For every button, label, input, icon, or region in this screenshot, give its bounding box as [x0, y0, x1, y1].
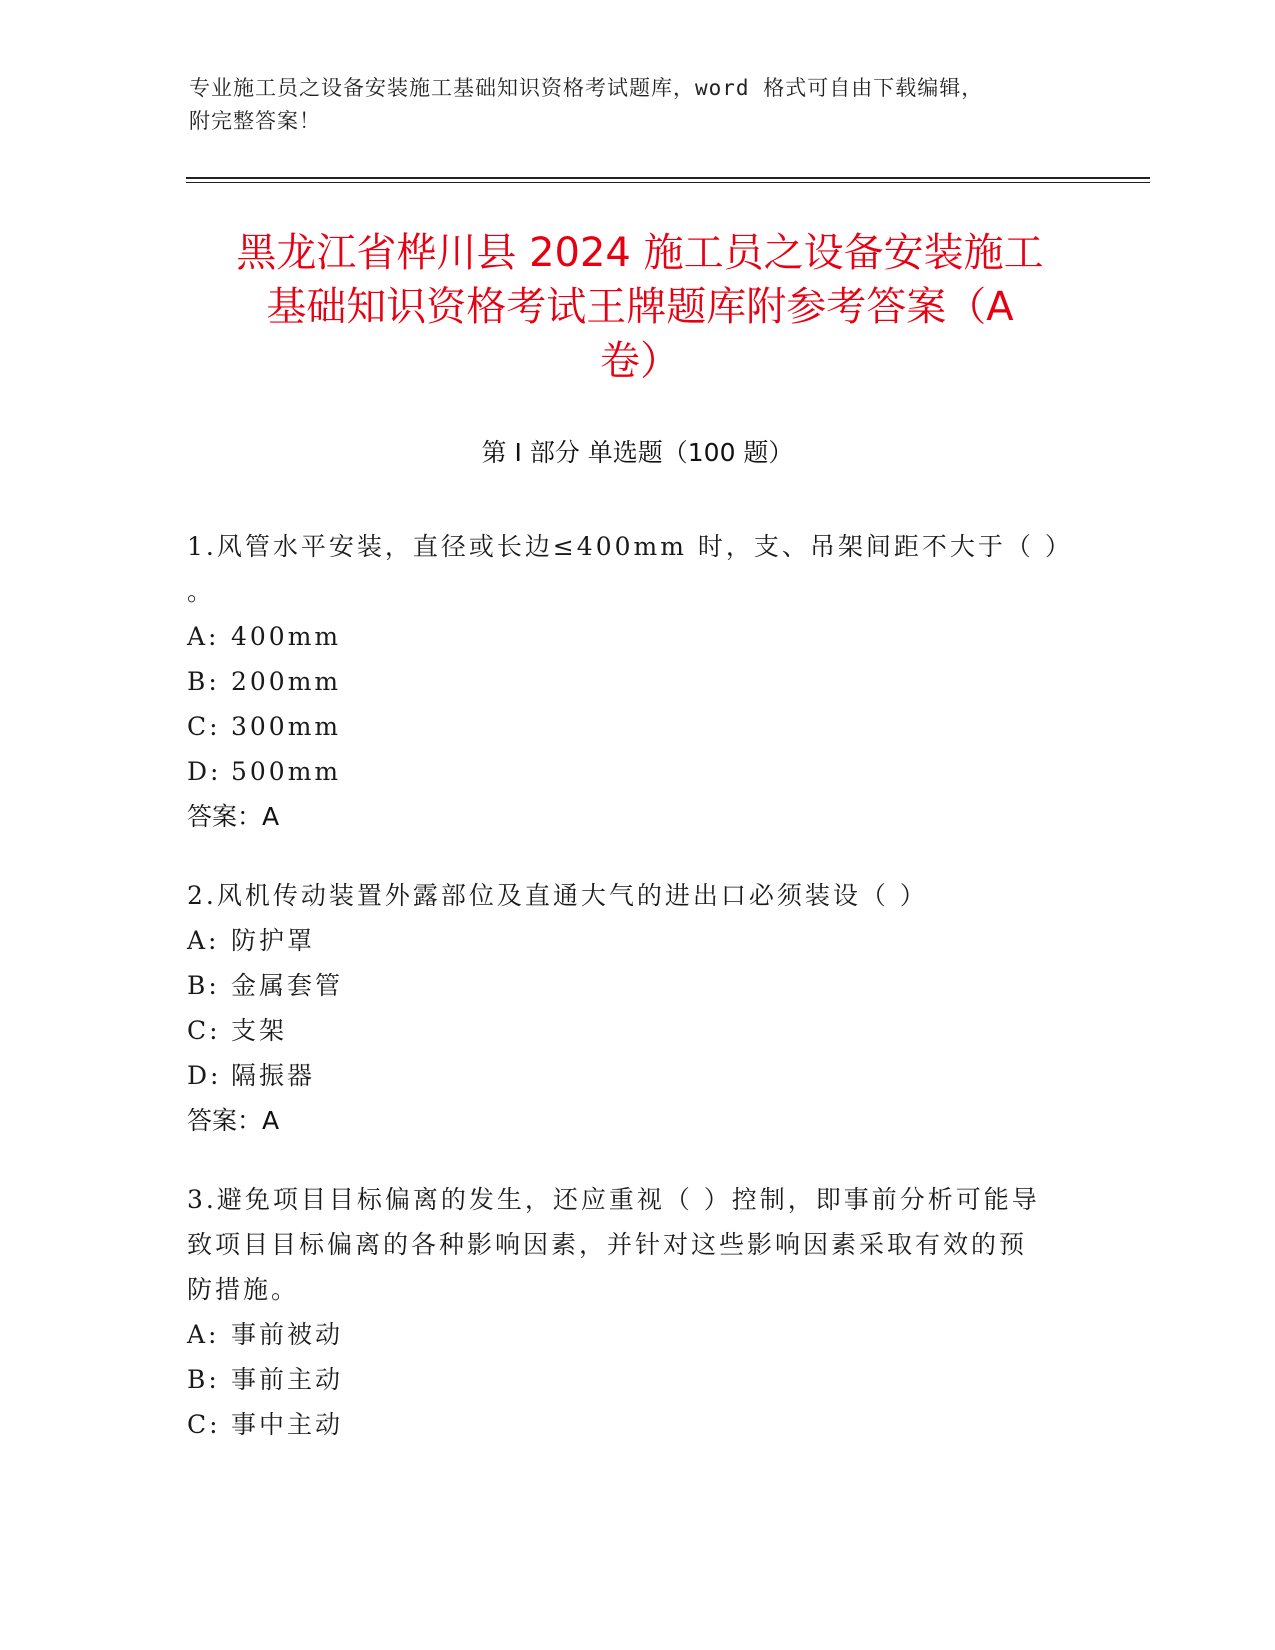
question-2-answer: 答案：A — [187, 1106, 280, 1135]
option-text: 防护罩 — [231, 926, 316, 955]
question-1 — [187, 524, 1087, 839]
title-line-2: 基础知识资格考试王牌题库附参考答案（A — [266, 284, 1014, 330]
header-rule-thick — [186, 177, 1150, 179]
option-text: 金属套管 — [231, 971, 344, 1000]
option-key: A: — [187, 926, 220, 955]
question-1-stem-line-1: 1.风管水平安装，直径或长边≤400mm 时，支、吊架间距不大于（ ） — [187, 532, 1073, 561]
option-key: B: — [187, 971, 220, 1000]
question-1-option-c — [187, 704, 1087, 749]
question-2-stem-line-1: 2.风机传动装置外露部位及直通大气的进出口必须装设（ ） — [187, 881, 928, 910]
question-2-option-d — [187, 1053, 1087, 1098]
question-3-option-c — [187, 1402, 1087, 1447]
header-rule-thin — [186, 182, 1150, 183]
header-note-line-1: 专业施工员之设备安装施工基础知识资格考试题库，word 格式可自由下载编辑， — [189, 76, 984, 100]
option-key: B: — [187, 667, 220, 696]
question-2-option-b — [187, 963, 1087, 1008]
header-note — [189, 72, 1089, 138]
question-3-option-a — [187, 1312, 1087, 1357]
option-text: 支架 — [231, 1016, 288, 1045]
option-key: A: — [187, 622, 220, 651]
option-text: 隔振器 — [231, 1061, 316, 1090]
title-line-1: 黑龙江省桦川县 2024 施工员之设备安装施工 — [236, 230, 1044, 276]
option-text: 事前主动 — [231, 1365, 344, 1394]
question-3-stem-line-1: 3.避免项目目标偏离的发生，还应重视（ ）控制，即事前分析可能导 — [187, 1185, 1040, 1214]
section-heading: 第 I 部分 单选题（100 题） — [481, 438, 794, 467]
question-1-option-d — [187, 749, 1087, 794]
question-1-option-b — [187, 659, 1087, 704]
option-key: A: — [187, 1320, 220, 1349]
question-1-option-a — [187, 614, 1087, 659]
question-3-option-b — [187, 1357, 1087, 1402]
option-key: D: — [187, 1061, 222, 1090]
title-line-3: 卷） — [600, 338, 680, 384]
option-key: C: — [187, 1410, 221, 1439]
question-3 — [187, 1177, 1087, 1447]
question-1-stem-line-2: 。 — [187, 577, 216, 606]
question-list — [187, 524, 1087, 1481]
question-3-stem-line-3: 防措施。 — [187, 1275, 300, 1304]
option-text: 200mm — [231, 667, 342, 696]
option-text: 500mm — [231, 757, 342, 786]
question-2-option-c — [187, 1008, 1087, 1053]
option-text: 400mm — [231, 622, 342, 651]
option-key: D: — [187, 757, 222, 786]
option-key: B: — [187, 1365, 220, 1394]
question-1-answer: 答案：A — [187, 802, 280, 831]
question-2-option-a — [187, 918, 1087, 963]
document-title — [120, 226, 1160, 388]
option-text: 300mm — [231, 712, 342, 741]
header-note-line-2: 附完整答案！ — [189, 109, 321, 133]
option-text: 事中主动 — [231, 1410, 344, 1439]
option-key: C: — [187, 712, 221, 741]
question-2 — [187, 873, 1087, 1143]
option-text: 事前被动 — [231, 1320, 344, 1349]
option-key: C: — [187, 1016, 221, 1045]
question-3-stem-line-2: 致项目目标偏离的各种影响因素，并针对这些影响因素采取有效的预 — [187, 1230, 1028, 1259]
